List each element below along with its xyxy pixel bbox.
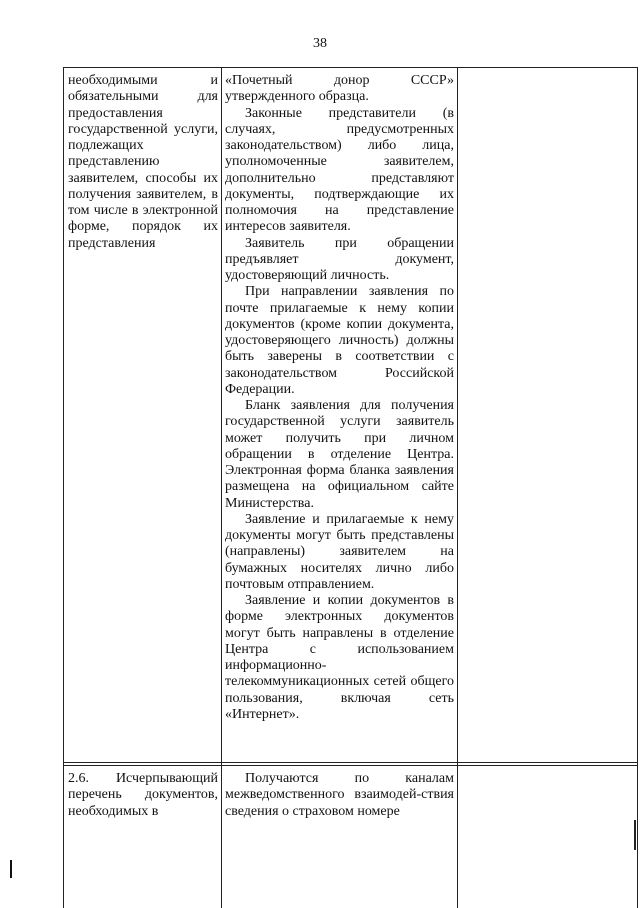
paragraph: Заявление и прилагаемые к нему документы могут быть представлены (направлены) заявителем на бумажных носителях лично либо почтовым отправлением. xyxy=(225,511,454,592)
paragraph: Законные представители (в случаях, предусмотренных законодательством) либо лица, уполномоченные заявителем, дополнительно представляют документы, подтверждающие их полномочия на представление интересов заявителя. xyxy=(225,105,454,235)
scan-edge-mark xyxy=(10,860,12,878)
column-divider xyxy=(457,68,458,908)
paragraph: Заявитель при обращении предъявляет документ, удостоверяющий личность. xyxy=(225,235,454,283)
row1-description-cell xyxy=(225,73,454,723)
column-divider xyxy=(221,68,222,908)
row-divider xyxy=(64,762,637,763)
requirements-table xyxy=(63,67,638,908)
paragraph: Бланк заявления для получения государственной услуги заявитель может получить при личном обращении в отделение Центра. Электронная форма бланка заявления размещена на официальном сайте Министерства. xyxy=(225,398,454,511)
requirement-text: необходимыми и обязательными для предоставления государственной услуги, подлежащих представлению заявителем, способы их получения заявителем, в том числе в электронной форме, порядок их представления xyxy=(68,73,218,251)
row-divider xyxy=(64,765,637,766)
row1-requirement-cell xyxy=(68,73,218,252)
paragraph: «Почетный донор СССР» утвержденного образца. xyxy=(225,73,454,105)
paragraph: При направлении заявления по почте прилагаемые к нему копии документов (кроме копии документа, удостоверяющего личность) должны быть заверены в соответствии с законодательством Российской Федерации. xyxy=(225,284,454,397)
row2-requirement-cell xyxy=(68,771,218,907)
row2-description-cell xyxy=(225,771,454,907)
page-number: 38 xyxy=(313,36,327,51)
paragraph: Заявление и копии документов в форме электронных документов могут быть направлены в отделение Центра с использованием информационно-телекоммуникационных сетей общего пользования, включая сеть «Интернет». xyxy=(225,593,454,722)
scan-edge-mark xyxy=(634,820,636,850)
requirement-text: 2.6. Исчерпывающий перечень документов, необходимых в xyxy=(68,771,218,819)
paragraph: Получаются по каналам межведомственного взаимодей-ствия сведения о страховом номере xyxy=(225,771,454,819)
